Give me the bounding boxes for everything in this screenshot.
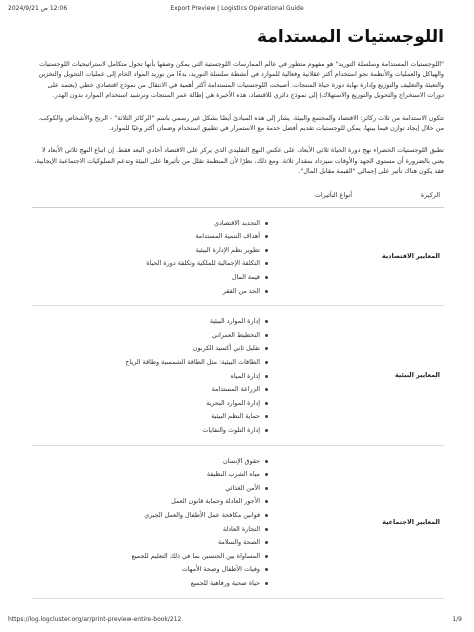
- pillar-cell: المعايير الاقتصادية: [352, 207, 444, 306]
- green-logistics-paragraph: تطبق اللوجستيات الخضراء نهج دورة الحياة ثلاثي الأبعاد، على عكس النهج التقليدي الذي يركز على الاقتصاد أحادي البعد فقط. إن اتباع النهج ثلاثي الأبعاد لا يعني بالضرورة أن مستوى الجهد والأوقات سيزداد بمقدار ثلاثة. ومع ذلك، نظرًا لأن المنظمة تقلل من تأثيرها على البيئة وتدعم السلوكيات الاجتماعية الإيجابية، فقد يكون هناك تأثير على إجمالي "القيمة مقابل المال".: [34, 146, 444, 176]
- column-header-impact-types: أنواع التأثيرات: [32, 189, 352, 208]
- list-item: الزراعة المستدامة: [32, 383, 352, 397]
- list-item: قوانين مكافحة عمل الأطفال والعمل الجبري: [32, 509, 352, 523]
- list-item: التكلفة الإجمالية للملكية وتكلفة دورة الحياة: [32, 257, 352, 271]
- list-item: حقوق الإنسان: [32, 455, 352, 469]
- list-item: الحد من الفقر: [32, 285, 352, 299]
- page-url: https://log.logcluster.org/ar/print-preview-entire-book/212: [8, 616, 182, 623]
- table-row: [32, 207, 444, 306]
- list-item: إدارة التلوث والنفايات: [32, 424, 352, 438]
- list-item: أهداف التنمية المستدامة: [32, 230, 352, 244]
- intro-paragraph: "اللوجستيات المستدامة وسلسلة التوريد" هو مفهوم متطور في عالم الممارسات اللوجستية التي يمكن وصفها بأنها تحول متكامل لاستراتيجيات اللوجستيات والهياكل والعمليات والأنظمة نحو استخدام أكثر عقلانية وفعالية للموارد في أنشطة سلسلة التوريد، بدءًا من توريد المواد الخام إلى عمليات التحويل والتخزين والتعبئة والتغليف والتوزيع وإدارة نهاية دورة حياة المنتجات. أصبحت اللوجستيات المستدامة أكثر أهمية في الانتقال من نموذج اقتصادي خطي (يعتمد على دورات الاستخراج والتحويل والتوزيع والاستهلاك) إلى نموذج دائري للاقتصاد، هذه الأخيرة هي إطالة عمر المنتجات وترشيد استخدام الموارد بدون الهدر.: [38, 60, 444, 100]
- list-item: حماية النظم البيئية: [32, 410, 352, 424]
- list-item: مياه الشرب النظيفة: [32, 468, 352, 482]
- impact-cell: [32, 445, 352, 598]
- list-item: تطوير نظم الإدارة البيئية: [32, 244, 352, 258]
- pillars-paragraph: تتكون الاستدامة من ثلاث ركائز: الاقتصاد والمجتمع والبيئة. يشار إلى هذه المبادئ أيضًا بشكل غير رسمي باسم "الركائز الثلاثة" - الربح والأشخاص والكوكب. من خلال إيجاد توازن فيما بينها، يمكن للوجستيات تقديم أفضل خدمة مع الاستمرار في تطبيق استخدام وضمان أكثر وعيًا للموارد.: [38, 113, 444, 133]
- list-item: التخطيط العمراني: [32, 329, 352, 343]
- list-item: إدارة المياه: [32, 370, 352, 384]
- list-item: تقليل ثاني أكسيد الكربون: [32, 342, 352, 356]
- impact-cell: [32, 306, 352, 445]
- list-item: الصحة والسلامة: [32, 536, 352, 550]
- pillar-cell: المعايير البيئية: [352, 306, 444, 445]
- page-number: 1/9: [452, 616, 462, 623]
- print-document-title: Export Preview | Logistics Operational Guide: [170, 5, 304, 12]
- table-header-row: [32, 189, 444, 208]
- impact-table: [32, 189, 444, 599]
- list-item: حياة صحية ورفاهية للجميع: [32, 577, 352, 591]
- list-item: وفيات الأطفال وصحة الأمهات: [32, 563, 352, 577]
- list-item: قيمة المال: [32, 271, 352, 285]
- impact-cell: [32, 207, 352, 306]
- page-title: اللوجستيات المستدامة: [257, 27, 444, 47]
- table-row: [32, 306, 444, 445]
- list-item: التجارة العادلة: [32, 523, 352, 537]
- impact-list: [32, 306, 352, 444]
- print-timestamp: 12:06 ص 2024/9/21: [8, 5, 68, 12]
- browser-print-header: [0, 0, 474, 16]
- list-item: المساواة بين الجنسين بما في ذلك التعليم للجميع: [32, 550, 352, 564]
- pillar-cell: المعايير الاجتماعية: [352, 445, 444, 598]
- impact-list: [32, 446, 352, 598]
- impact-list: [32, 208, 352, 306]
- document-page: [30, 26, 444, 599]
- list-item: التجديد الاقتصادي: [32, 217, 352, 231]
- list-item: إدارة الموارد البيئية: [32, 315, 352, 329]
- list-item: الأمن الغذائي: [32, 482, 352, 496]
- list-item: الأجور العادلة وحماية قانون العمل: [32, 495, 352, 509]
- table-row: [32, 445, 444, 598]
- list-item: الطاقات البيئية: مثل الطاقة الشمسية وطاقة الرياح: [32, 356, 352, 370]
- column-header-pillar: الركيزة: [352, 189, 444, 208]
- browser-print-footer: [0, 612, 474, 626]
- list-item: إدارة الموارد البحرية: [32, 397, 352, 411]
